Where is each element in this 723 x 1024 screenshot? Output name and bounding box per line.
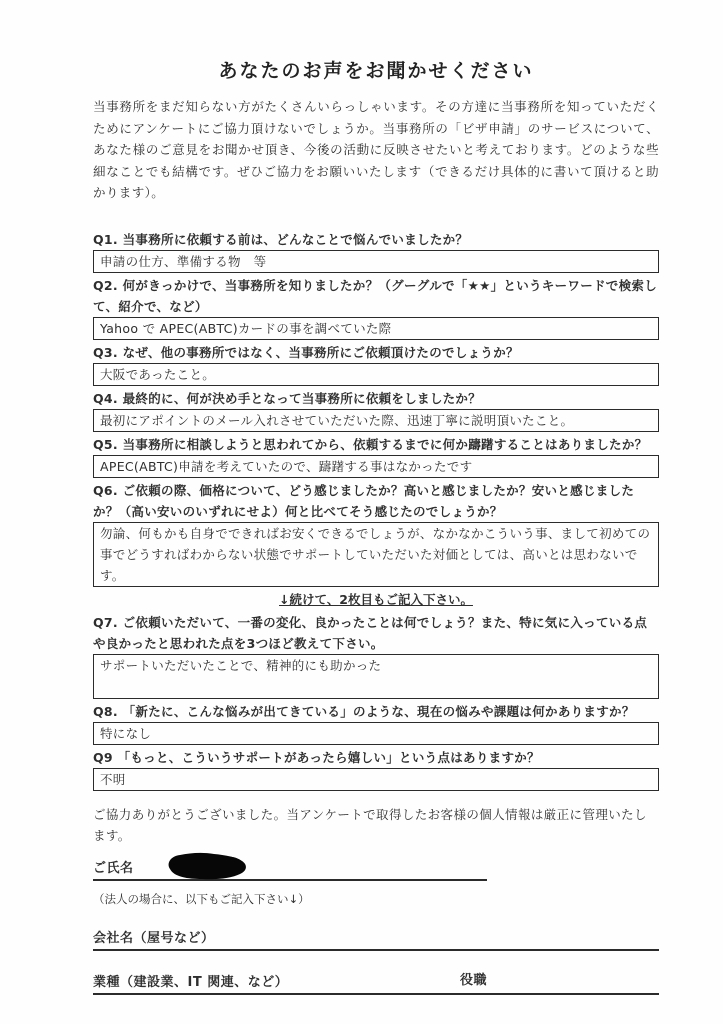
question-block-q7	[93, 612, 659, 699]
page-title: あなたのお声をお聞かせください	[218, 60, 534, 82]
name-label: ご氏名	[93, 860, 134, 876]
company-label: 会社名（屋号など）	[93, 930, 215, 946]
question-label-q6: Q6. ご依頼の際、価格について、どう感じましたか？高いと感じましたか？安いと感じましたか？（高い安いのいずれにせよ）何と比べてそう感じたのでしょうか？	[93, 482, 635, 519]
answer-box-q4: 最初にアポイントのメール入れさせていただいた際、迅速丁寧に説明頂いたこと。	[93, 409, 659, 432]
question-block-q1	[93, 229, 659, 273]
intro-paragraph: 当事務所をまだ知らない方がたくさんいらっしゃいます。その方達に当事務所を知っていただくためにアンケートにご協力頂けないでしょうか。当事務所の「ビザ申請」のサービスについて、あなた様のご意見をお聞かせ頂き、今後の活動に反映させたいと考えております。どのような些細なことでも結構です。ぜひご協力をお願いいたします（できるだけ具体的に書いて頂けると助かります）。	[93, 99, 659, 200]
company-field-line	[93, 925, 659, 951]
question-block-q3	[93, 342, 659, 386]
continue-note-text: ↓続けて、2枚目もご記入下さい。	[279, 591, 473, 607]
answer-box-q8: 特になし	[93, 722, 659, 745]
question-label-q4: Q4. 最終的に、何が決め手となって当事務所に依頼をしましたか？	[93, 390, 482, 406]
answer-box-q6: 勿論、何もかも自身でできればお安くできるでしょうが、なかなかこういう事、まして初めての事でどうすればわからない状態でサポートしていただいた対価としては、高いとは思わないです。	[93, 522, 659, 587]
survey-content	[93, 56, 659, 995]
question-label-q3: Q3. なぜ、他の事務所ではなく、当事務所にご依頼頂けたのでしょうか？	[93, 344, 519, 360]
question-label-q7: Q7. ご依頼いただいて、一番の変化、良かったことは何でしょう？また、特に気に入っている点や良かったと思われた点を3つほど教えて下さい。	[93, 614, 648, 651]
question-label-q1: Q1. 当事務所に依頼する前は、どんなことで悩んでいましたか？	[93, 231, 469, 247]
redacted-name-blob	[162, 851, 250, 881]
question-block-q5	[93, 434, 659, 478]
industry-field-line	[93, 969, 659, 995]
question-block-q2	[93, 275, 659, 340]
answer-box-q9: 不明	[93, 768, 659, 791]
answer-box-q7: サポートいただいたことで、精神的にも助かった	[93, 654, 659, 699]
position-label: 役職	[460, 972, 488, 988]
answer-box-q3: 大阪であったこと。	[93, 363, 659, 386]
thanks-paragraph: ご協力ありがとうございました。当アンケートで取得したお客様の個人情報は厳正に管理いたします。	[93, 806, 647, 843]
corporate-note: （法人の場合に、以下もご記入下さい↓）	[93, 891, 310, 906]
question-block-q9	[93, 747, 659, 791]
question-block-q6	[93, 480, 659, 587]
answer-box-q1: 申請の仕方、準備する物 等	[93, 250, 659, 273]
continue-note	[93, 589, 659, 610]
question-label-q8: Q8. 「新たに、こんな悩みが出てきている」のような、現在の悩みや課題は何かありますか？	[93, 703, 635, 719]
name-field-line	[93, 855, 487, 881]
industry-label: 業種（建設業、IT 関連、など）	[93, 974, 289, 990]
question-label-q9: Q9 「もっと、こういうサポートがあったら嬉しい」という点はありますか？	[93, 749, 540, 765]
answer-box-q5: APEC(ABTC)申請を考えていたので、躊躇する事はなかったです	[93, 455, 659, 478]
answer-box-q2: Yahoo で APEC(ABTC)カードの事を調べていた際	[93, 317, 659, 340]
question-label-q2: Q2. 何がきっかけで、当事務所を知りましたか？（グーグルで「★★」というキーワードで検索して、紹介で、など）	[93, 277, 658, 314]
question-block-q4	[93, 388, 659, 432]
question-label-q5: Q5. 当事務所に相談しようと思われてから、依頼するまでに何か躊躇することはありましたか？	[93, 436, 648, 452]
question-block-q8	[93, 701, 659, 745]
